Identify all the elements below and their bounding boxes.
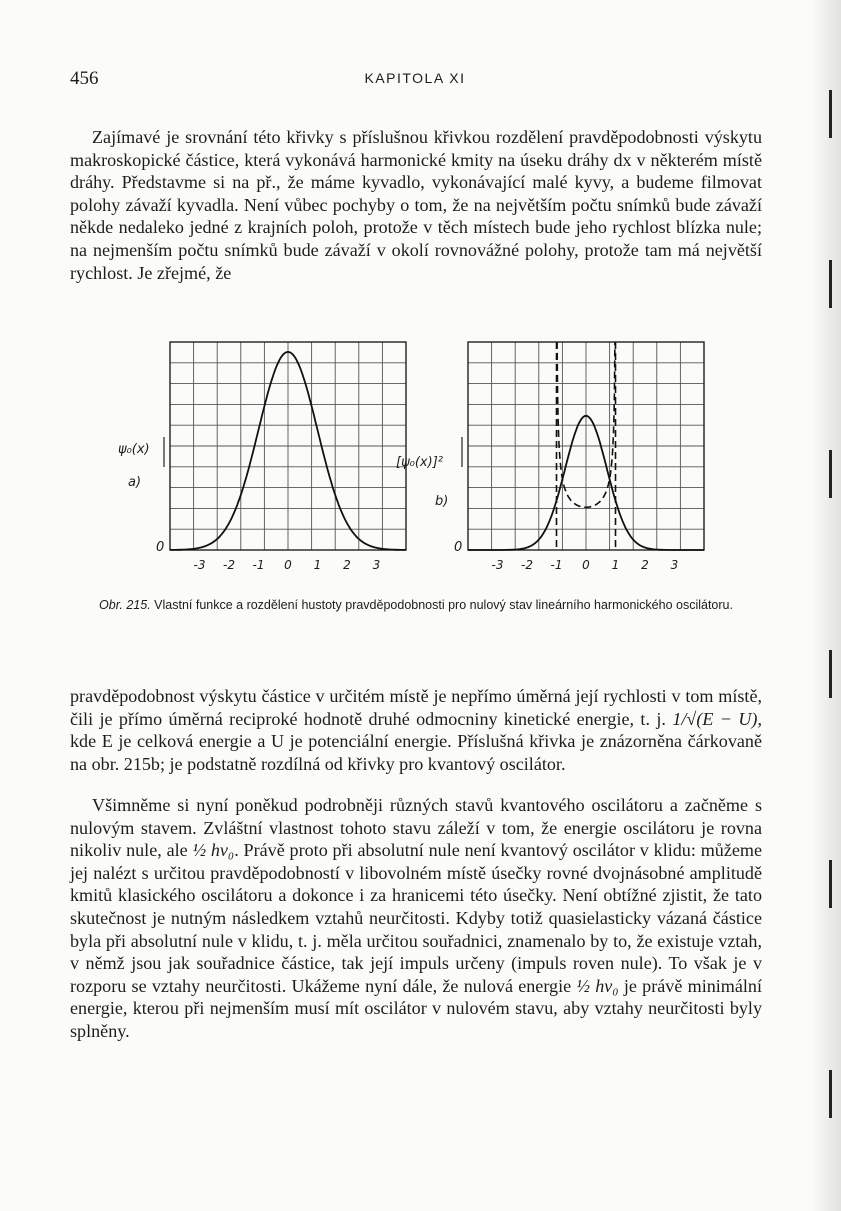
chapter-title: KAPITOLA XI bbox=[364, 70, 466, 86]
x-tick-label: 2 bbox=[641, 558, 649, 572]
page-number: 456 bbox=[70, 68, 99, 89]
paragraph-2 bbox=[70, 685, 762, 775]
x-tick-label: 0 bbox=[284, 558, 292, 572]
caption-text: Vlastní funkce a rozdělení hustoty pravděpodobnosti pro nulový stav lineárního harmonického oscilátoru. bbox=[154, 598, 733, 612]
paragraph-1: Zajímavé je srovnání této křivky s příslušnou křivkou rozdělení pravděpodobnosti výskytu makroskopické částice, která vykonává harmonické kmity na úseku dráhy dx v některém místě dráhy. Představme si na př., že máme kyvadlo, vykonávající malé kyvy, a budeme filmovat polohy závaží kyvadla. Není vůbec pochyby o tom, že na největším počtu snímků bude závaží někde nedaleko jedné z krajních poloh, protože v těch místech bude jeho rychlost blízka nule; na nejmenším počtu snímků bude závaží v okolí rovnovážné polohy, protože tam má největší rychlost. Je zřejmé, že bbox=[70, 127, 762, 283]
binding-marks bbox=[829, 90, 835, 1150]
panel-a-origin: 0 bbox=[156, 540, 165, 555]
x-tick-label: 0 bbox=[582, 558, 590, 572]
figure-caption bbox=[60, 597, 772, 614]
panel-a bbox=[164, 342, 406, 550]
half-h-nu-2: ½ hν₀ bbox=[576, 975, 619, 996]
panel-b-ylabel: [ψ₀(x)]² bbox=[396, 455, 443, 470]
caption-number: Obr. 215. bbox=[99, 598, 151, 612]
running-head bbox=[70, 68, 760, 90]
page-edge-shadow bbox=[811, 0, 841, 1211]
x-tick-label: 1 bbox=[611, 558, 620, 572]
x-tick-label: 3 bbox=[670, 558, 679, 572]
x-tick-label: 2 bbox=[343, 558, 351, 572]
paragraph-3-part-c: je právě minimální energie, kterou při nejmenším musí mít oscilátor v nulovém stavu, aby vztahy neurčitosti byly splněny. bbox=[70, 975, 762, 1041]
x-tick-label: -1 bbox=[252, 558, 265, 572]
panel-b-origin: 0 bbox=[454, 540, 463, 555]
x-tick-label: -2 bbox=[521, 558, 533, 572]
paragraph-3-part-b: . Právě proto při absolutní nule není kvantový oscilátor v klidu: můžeme jej nalézt s určitou pravděpodobností v libovolném místě úsečky rovné dvojnásobné amplitudě kmitů klasického oscilátoru a dokonce i za hranicemi této úsečky. Není obtížné zjistit, že tato skutečnost je nutným následkem vztahů neurčitosti. Kdyby totiž quasielasticky vázaná částice byla při absolutní nule v klidu, t. j. měla určitou souřadnici, znamenalo by to, že existuje vztah, v němž jsou jak souřadnice částice, tak její impuls určeny (impuls roven nule). To však je v rozporu se vztahy neurčitosti. Ukážeme nyní dále, že nulová energie bbox=[70, 840, 762, 996]
equation-inverse-sqrt: 1/√(E − U) bbox=[672, 708, 758, 729]
paragraph-3-part-a: Všimněme si nyní poněkud podrobněji různých stavů kvantového oscilátoru a začněme s nulovým stavem. Zvláštní vlastnost tohoto stavu záleží v tom, že energie oscilátoru je rovna nikoliv nule, ale bbox=[70, 795, 762, 861]
figure-215 bbox=[90, 330, 750, 580]
panel-a-tag: a) bbox=[128, 475, 142, 490]
paragraph-3 bbox=[70, 794, 762, 1043]
x-tick-label: -2 bbox=[223, 558, 235, 572]
x-tick-label: -3 bbox=[193, 558, 206, 572]
panel-a-ylabel: ψ₀(x) bbox=[118, 442, 150, 457]
x-tick-label: 1 bbox=[313, 558, 322, 572]
paragraph-2-end: , kde E je celková energie a U je potenciální energie. Příslušná křivka je znázorněna čárkovaně na obr. 215b; je podstatně rozdílná od křivky pro kvantový oscilátor. bbox=[70, 708, 762, 774]
x-tick-label: -1 bbox=[550, 558, 563, 572]
x-tick-label: -3 bbox=[491, 558, 504, 572]
x-tick-label: 3 bbox=[372, 558, 381, 572]
panel-b bbox=[462, 342, 704, 550]
panel-b-tag: b) bbox=[435, 494, 449, 509]
half-h-nu-1: ½ hν₀ bbox=[192, 840, 235, 861]
paragraph-2-start: pravděpodobnost výskytu částice v určitém místě je nepřímo úměrná její rychlosti v tom místě, čili je přímo úměrná reciproké hodnotě druhé odmocniny kinetické energie, t. j. bbox=[70, 686, 762, 729]
